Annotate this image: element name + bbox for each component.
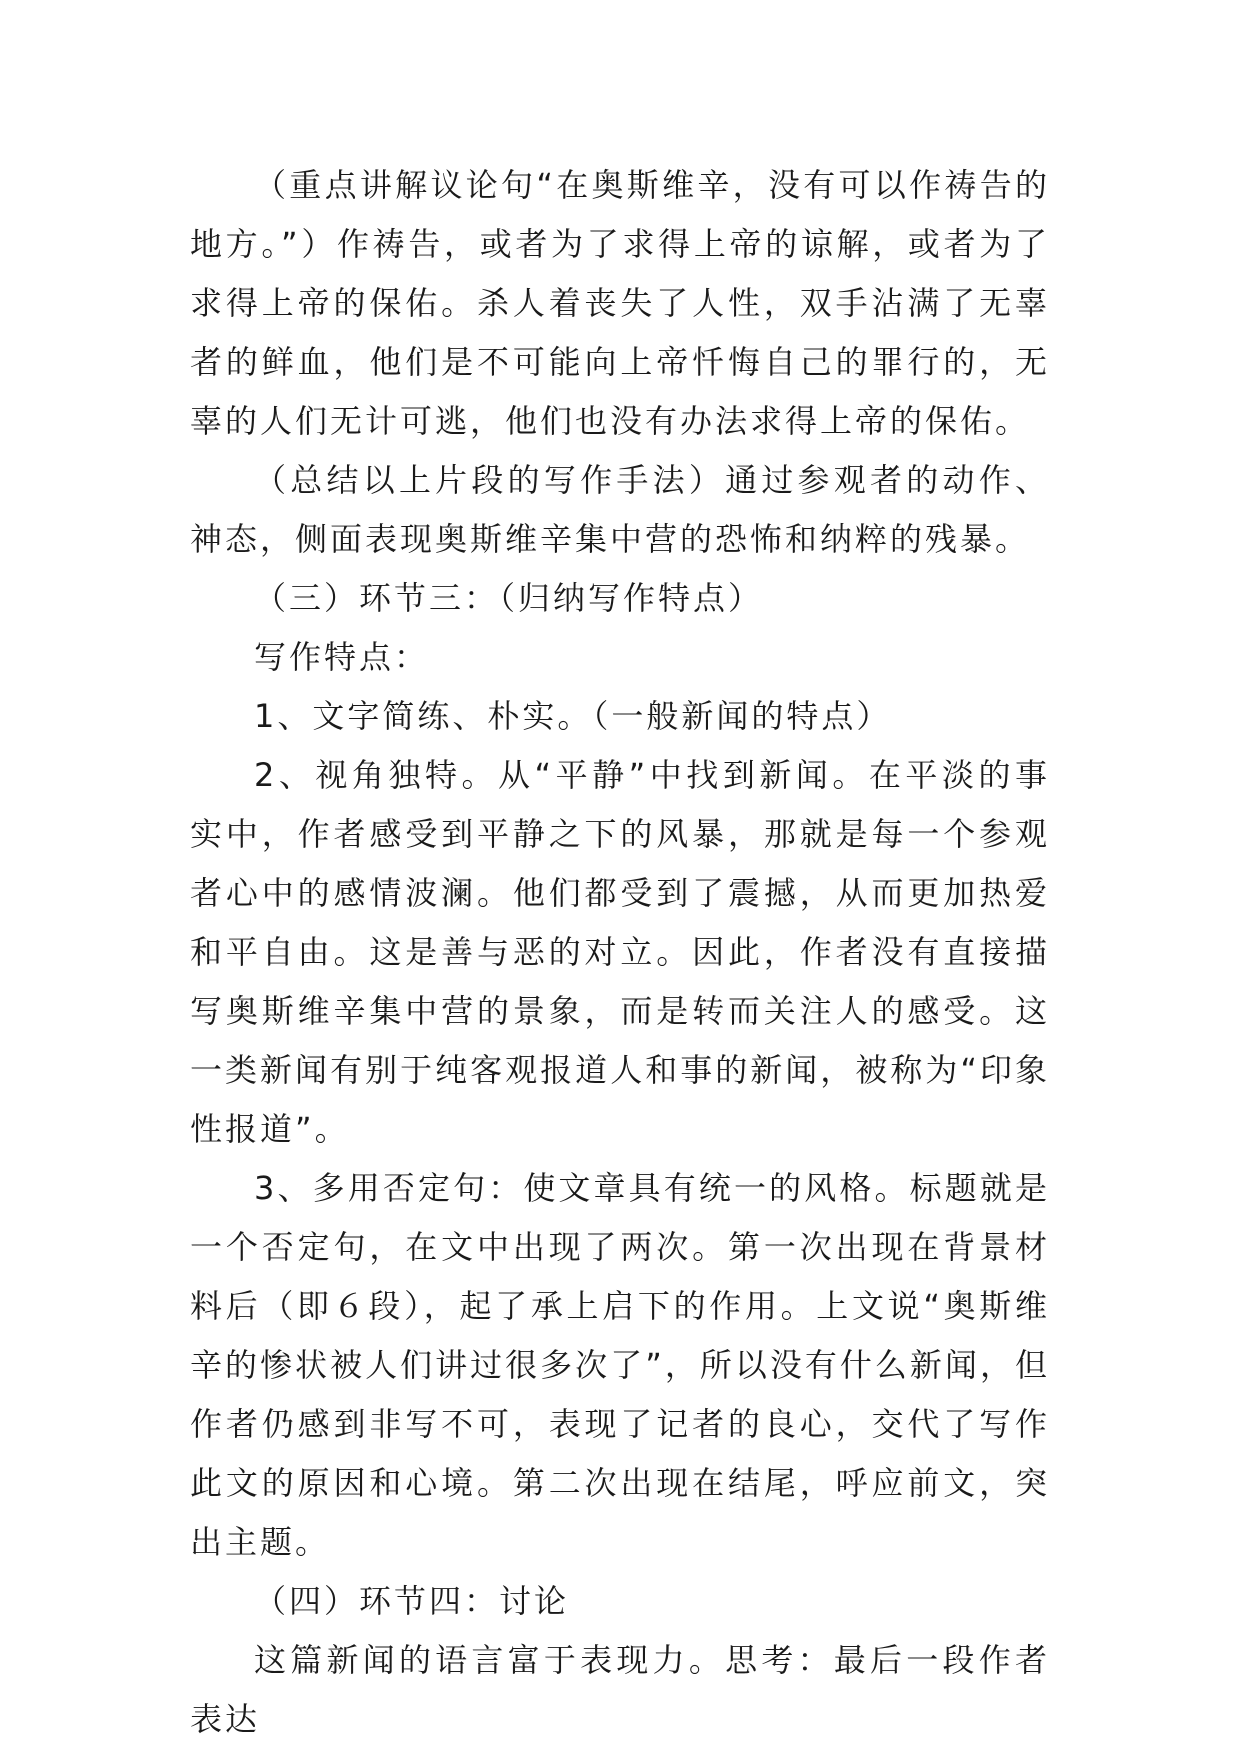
paragraph-features-heading: 写作特点： [254,638,430,676]
document-body [190,156,1050,1749]
list-item-feature-3: 3、多用否定句：使文章具有统一的风格。标题就是一个否定句，在文中出现了两次。第一次出现在背景材料后（即６段），起了承上启下的作用。上文说“奥斯维辛的惨状被人们讲过很多次了”，所以没有什么新闻，但作者仍感到非写不可，表现了记者的良心，交代了写作此文的原因和心境。第二次出现在结尾，呼应前文，突出主题。 [190,1169,1050,1561]
paragraph-discussion: 这篇新闻的语言富于表现力。思考：最后一段作者表达 [190,1641,1050,1738]
list-item-feature-1: 1、文字简练、朴实。（一般新闻的特点） [254,697,892,735]
paragraph-prayer-analysis: （重点讲解议论句“在奥斯维辛，没有可以作祷告的地方。”）作祷告，或者为了求得上帝的谅解，或者为了求得上帝的保佑。杀人着丧失了人性，双手沾满了无辜者的鲜血，他们是不可能向上帝忏悔自己的罪行的，无辜的人们无计可逃，他们也没有办法求得上帝的保佑。 [190,166,1050,440]
paragraph-technique-summary: （总结以上片段的写作手法）通过参观者的动作、神态，侧面表现奥斯维辛集中营的恐怖和纳粹的残暴。 [190,461,1050,558]
section-heading-step-four: （四）环节四：讨论 [254,1582,570,1620]
section-heading-step-three: （三）环节三：（归纳写作特点） [254,579,764,617]
list-item-feature-2: 2、视角独特。从“平静”中找到新闻。在平淡的事实中，作者感受到平静之下的风暴，那就是每一个参观者心中的感情波澜。他们都受到了震撼，从而更加热爱和平自由。这是善与恶的对立。因此，作者没有直接描写奥斯维辛集中营的景象，而是转而关注人的感受。这一类新闻有别于纯客观报道人和事的新闻，被称为“印象性报道”。 [190,756,1050,1148]
